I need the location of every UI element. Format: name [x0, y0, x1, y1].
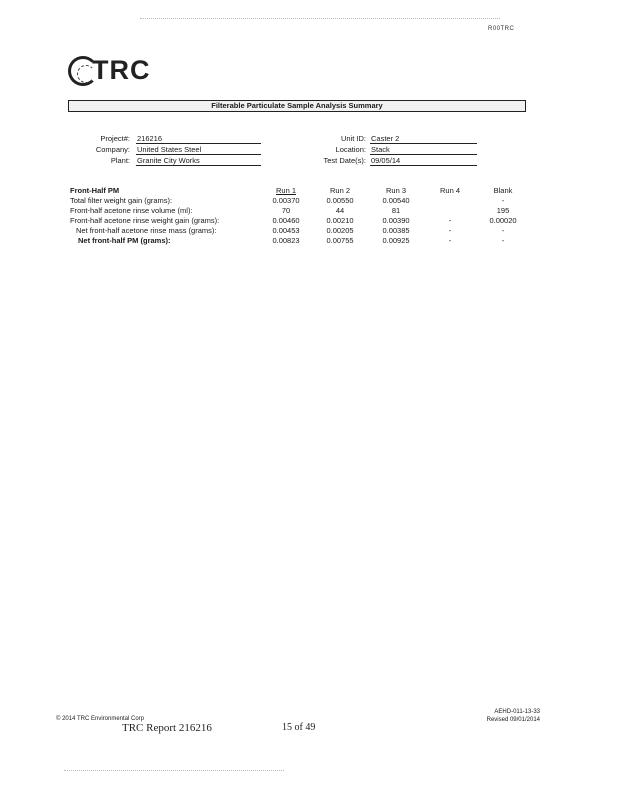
project-value: 216216 [136, 134, 261, 144]
column-header-run-4: Run 4 [439, 186, 460, 195]
column-header-run-2: Run 2 [329, 186, 350, 195]
row-label: Net front-half PM (grams): [78, 236, 171, 245]
table-cell: - [448, 236, 452, 245]
trc-logo [68, 56, 178, 90]
row-label: Total filter weight gain (grams): [70, 196, 173, 205]
table-cell: 0.00453 [272, 226, 300, 235]
table-cell [424, 206, 476, 216]
table-cell: 0.00550 [326, 196, 354, 205]
page-title: Filterable Particulate Sample Analysis Summary [68, 100, 526, 112]
scan-noise-bottom [64, 770, 284, 771]
report-number: TRC Report 216216 [122, 722, 212, 734]
table-cell: - [448, 216, 452, 225]
location-value: Stack [370, 145, 477, 155]
copyright-text: © 2014 TRC Environmental Corp [56, 716, 145, 722]
scan-noise-top [140, 18, 500, 19]
table-cell [424, 196, 476, 206]
revised-date: Revised 09/01/2014 [486, 717, 540, 723]
table-row [70, 206, 530, 216]
table-cell: 0.00210 [326, 216, 354, 225]
table-cell: 0.00460 [272, 216, 300, 225]
column-header-blank: Blank [493, 186, 513, 195]
table-cell: 195 [496, 206, 510, 215]
table-cell: 81 [391, 206, 401, 215]
table-header-row [70, 186, 530, 196]
table-cell: 0.00205 [326, 226, 354, 235]
location-label: Location: [335, 145, 366, 154]
table-cell: 44 [335, 206, 345, 215]
table-cell: - [448, 226, 452, 235]
table-cell: 0.00540 [382, 196, 410, 205]
plant-value: Granite City Works [136, 156, 261, 166]
table-row [70, 236, 530, 246]
page-number: 15 of 49 [282, 722, 316, 733]
table-cell: 0.00925 [382, 236, 410, 245]
company-value: United States Steel [136, 145, 261, 155]
unit-id-value: Caster 2 [370, 134, 477, 144]
document-revision [474, 708, 540, 724]
row-label: Net front-half acetone rinse mass (grams): [76, 226, 217, 235]
table-row [70, 216, 530, 226]
document-code: R00TRC [488, 26, 515, 32]
table-cell: - [501, 236, 505, 245]
table-row [70, 196, 530, 206]
row-label: Front-half acetone rinse volume (ml): [70, 206, 193, 215]
section-heading: Front-Half PM [70, 186, 120, 195]
table-cell: 70 [281, 206, 291, 215]
table-cell: - [501, 196, 505, 205]
company-label: Company: [95, 145, 130, 154]
table-cell: 0.00390 [382, 216, 410, 225]
document-id: AEHD-011-13-33 [494, 709, 540, 715]
table-cell: - [501, 226, 505, 235]
table-cell: 0.00370 [272, 196, 300, 205]
table-cell: 0.00755 [326, 236, 354, 245]
front-half-pm-table [70, 186, 530, 246]
table-cell: 0.00823 [272, 236, 300, 245]
plant-label: Plant: [110, 156, 130, 165]
table-row [70, 226, 530, 236]
column-header-run-1: Run 1 [275, 186, 296, 195]
test-dates-value: 09/05/14 [370, 156, 477, 166]
row-label: Front-half acetone rinse weight gain (grams): [70, 216, 220, 225]
logo-text: TRC [92, 55, 151, 85]
project-label: Project#: [100, 134, 130, 143]
unit-id-label: Unit ID: [340, 134, 366, 143]
test-dates-label: Test Date(s): [323, 156, 366, 165]
column-header-run-3: Run 3 [385, 186, 406, 195]
table-cell: 0.00020 [489, 216, 517, 225]
table-cell: 0.00385 [382, 226, 410, 235]
